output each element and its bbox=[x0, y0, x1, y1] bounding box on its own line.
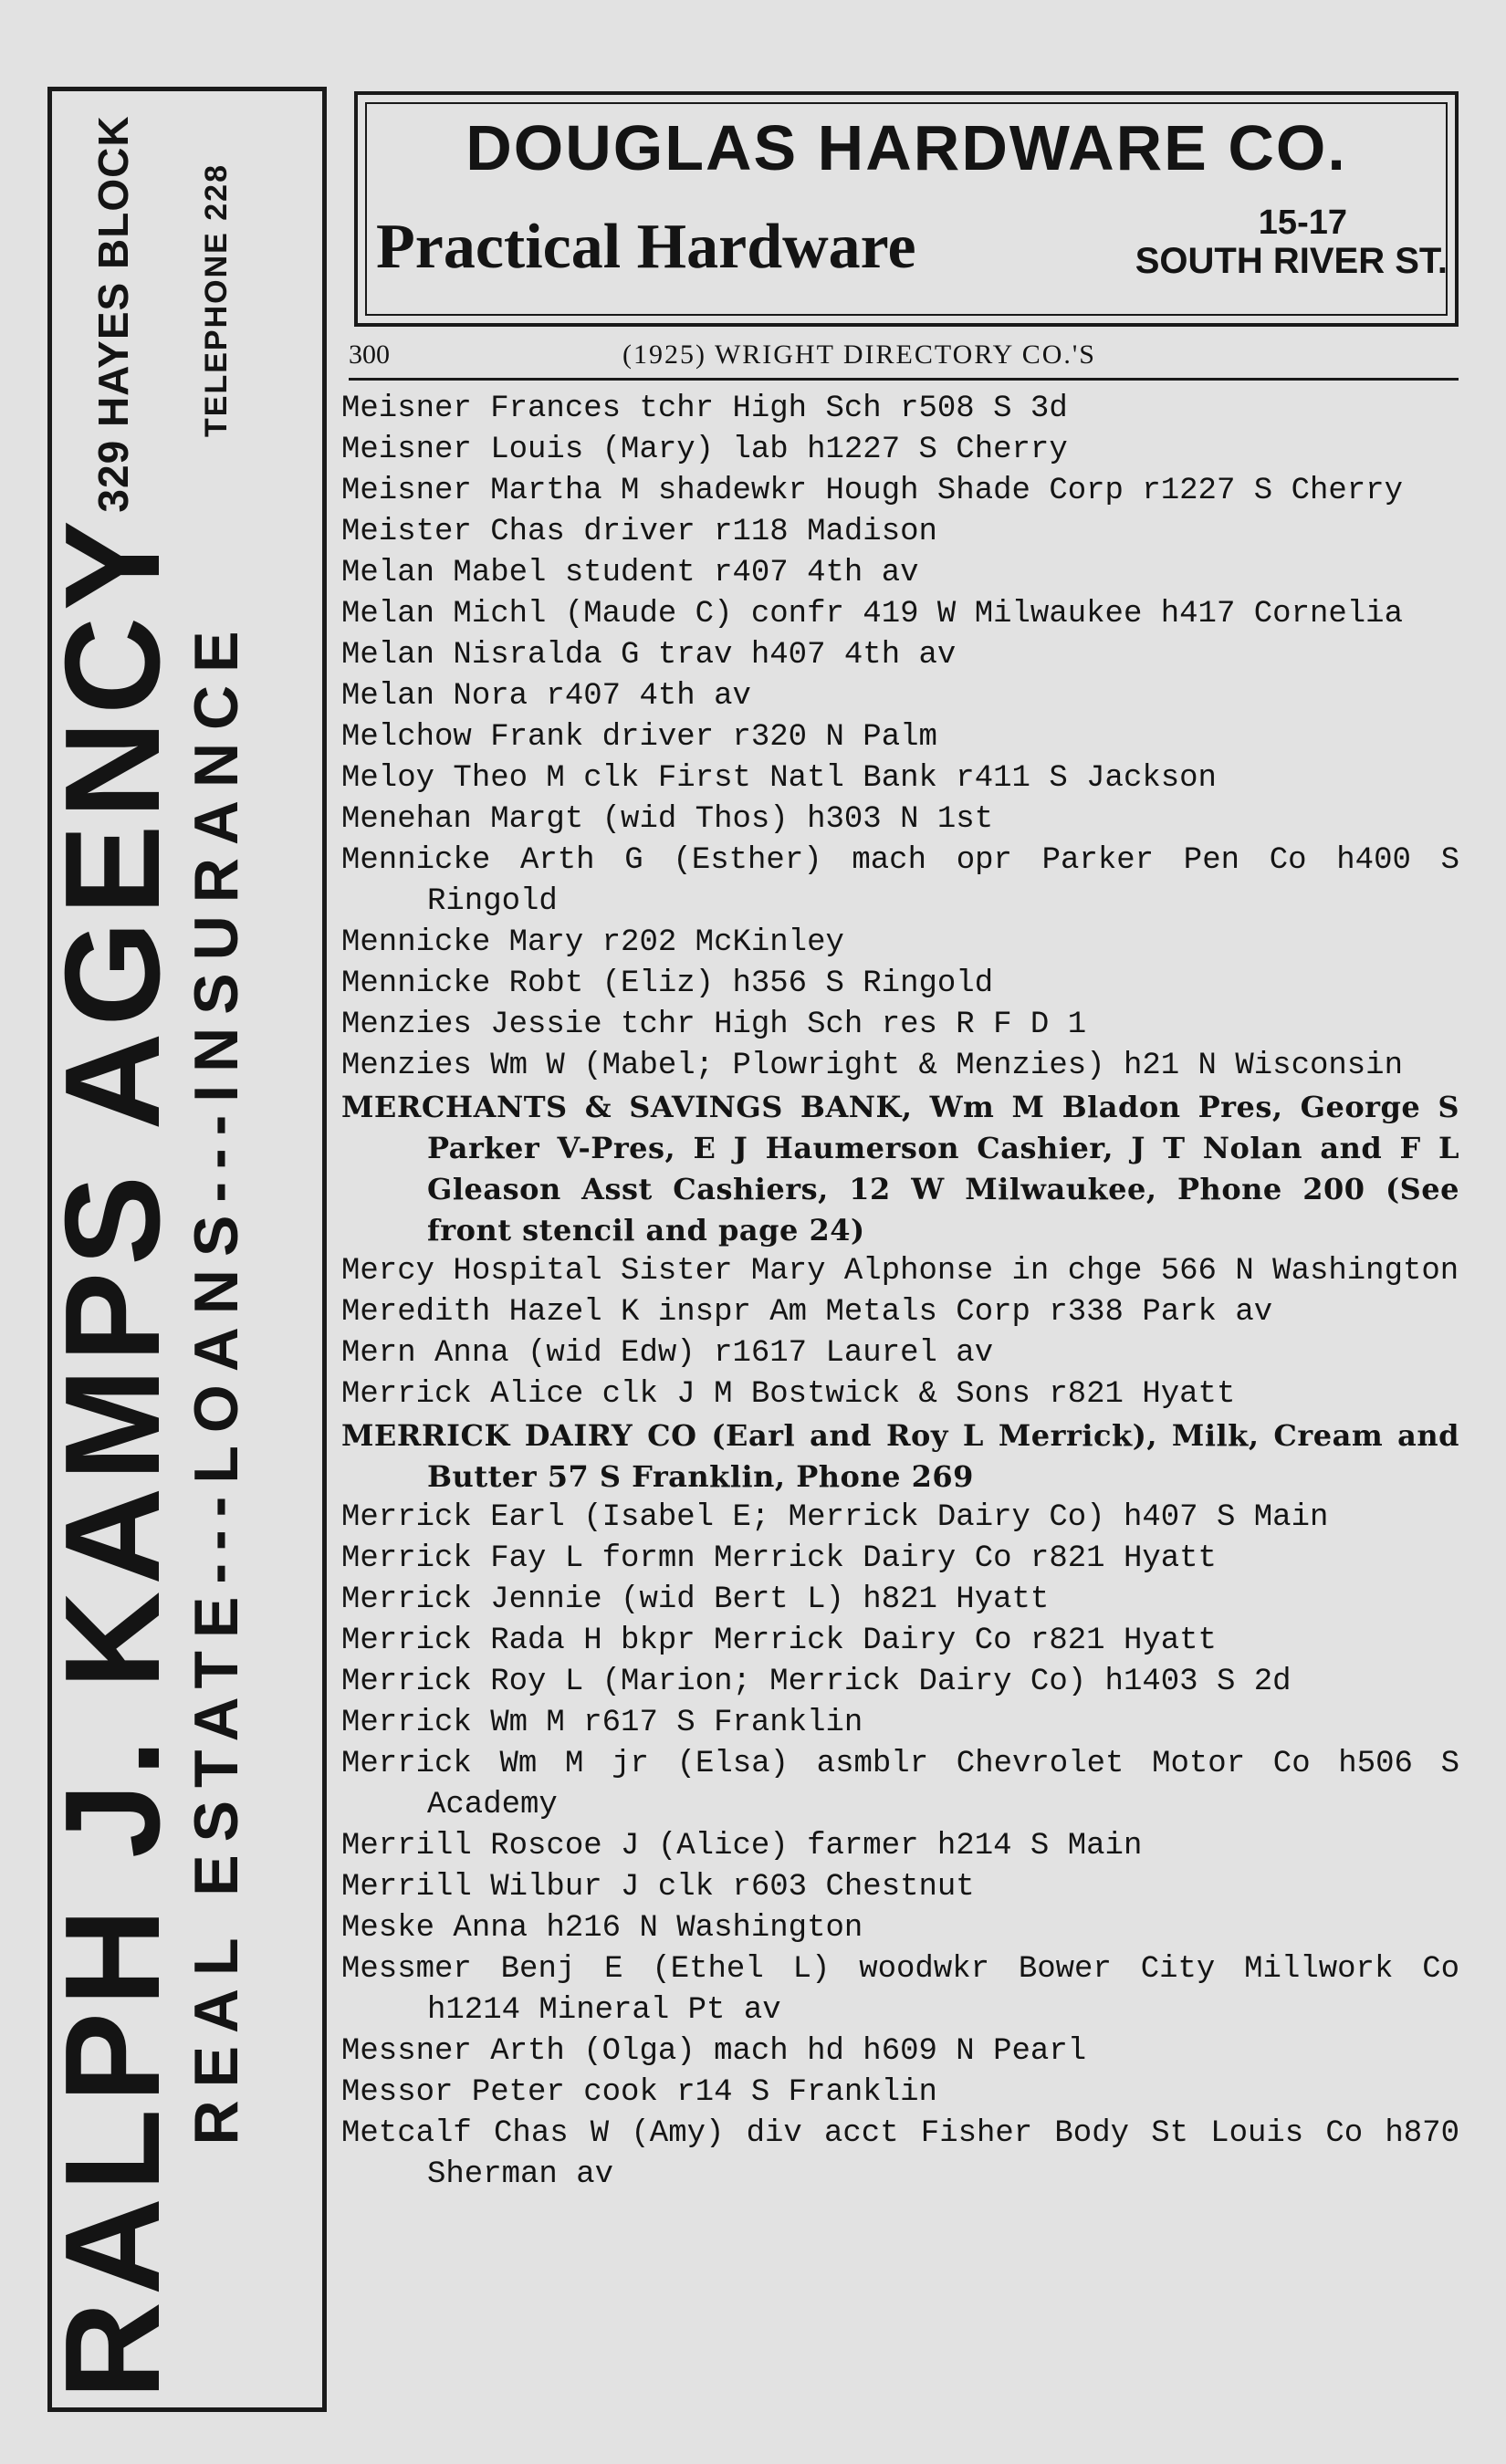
directory-entry: Mennicke Robt (Eliz) h356 S Ringold bbox=[341, 966, 994, 1001]
directory-entry: Menzies Wm W (Mabel; Plowright & Menzies) h21 N Wisconsin bbox=[341, 1049, 1403, 1083]
page-header-title: (1925) WRIGHT DIRECTORY CO.'S bbox=[622, 339, 1096, 370]
running-header bbox=[349, 332, 1459, 381]
agency-address: 329 HAYES BLOCK bbox=[89, 115, 137, 513]
top-advertisement bbox=[354, 91, 1459, 327]
hardware-street-number: 15-17 bbox=[1258, 204, 1347, 242]
directory-entry: Menehan Margt (wid Thos) h303 N 1st bbox=[341, 802, 994, 837]
agency-services: REAL ESTATE---LOANS---INSURANCE bbox=[182, 618, 251, 2146]
directory-entry: Merrick Roy L (Marion; Merrick Dairy Co) h1403 S 2d bbox=[341, 1665, 1292, 1699]
directory-entry: Merrick Jennie (wid Bert L) h821 Hyatt bbox=[341, 1582, 1050, 1617]
directory-entry: Meisner Louis (Mary) lab h1227 S Cherry bbox=[341, 433, 1068, 467]
directory-entry: Meister Chas driver r118 Madison bbox=[341, 515, 937, 549]
directory-entry-business: MERRICK DAIRY CO (Earl and Roy L Merrick), Milk, Cream and Butter 57 S Franklin, Phone 269 bbox=[341, 1418, 1459, 1494]
directory-entry: Menzies Jessie tchr High Sch res R F D 1 bbox=[341, 1008, 1087, 1042]
directory-entry: Melan Michl (Maude C) confr 419 W Milwaukee h417 Cornelia bbox=[341, 597, 1403, 632]
directory-entry: Merrick Wm M r617 S Franklin bbox=[341, 1706, 863, 1740]
directory-entry: Merrick Wm M jr (Elsa) asmblr Chevrolet Motor Co h506 S Academy bbox=[341, 1747, 1459, 1822]
page-number: 300 bbox=[349, 339, 390, 370]
directory-entry: Meske Anna h216 N Washington bbox=[341, 1911, 863, 1946]
directory-entry: Melan Nora r407 4th av bbox=[341, 679, 751, 714]
side-advertisement-content bbox=[37, 99, 319, 2399]
directory-entry: Merrick Earl (Isabel E; Merrick Dairy Co) h407 S Main bbox=[341, 1500, 1329, 1535]
directory-entry: Melchow Frank driver r320 N Palm bbox=[341, 720, 937, 755]
directory-entry: Messmer Benj E (Ethel L) woodwkr Bower City Millwork Co h1214 Mineral Pt av bbox=[341, 1952, 1459, 2028]
directory-entry: Mern Anna (wid Edw) r1617 Laurel av bbox=[341, 1336, 994, 1371]
agency-name: RALPH J. KAMPS AGENCY bbox=[37, 514, 188, 2399]
directory-entry: Merrick Fay L formn Merrick Dairy Co r821 Hyatt bbox=[341, 1541, 1217, 1576]
directory-entry: Metcalf Chas W (Amy) div acct Fisher Body St Louis Co h870 Sherman av bbox=[341, 2116, 1459, 2192]
hardware-street: SOUTH RIVER ST. bbox=[1135, 241, 1448, 281]
directory-listings bbox=[341, 389, 1459, 2196]
hardware-slogan: Practical Hardware bbox=[376, 212, 916, 282]
side-ad-row-main bbox=[37, 99, 188, 2399]
directory-entry: Meisner Martha M shadewkr Hough Shade Corp r1227 S Cherry bbox=[341, 474, 1403, 508]
directory-entry: Merrill Roscoe J (Alice) farmer h214 S Main bbox=[341, 1829, 1143, 1864]
directory-entry: Meisner Frances tchr High Sch r508 S 3d bbox=[341, 392, 1068, 426]
directory-entry: Melan Mabel student r407 4th av bbox=[341, 556, 919, 590]
directory-entry: Merrick Rada H bkpr Merrick Dairy Co r821 Hyatt bbox=[341, 1624, 1217, 1658]
directory-entry: Messor Peter cook r14 S Franklin bbox=[341, 2075, 937, 2110]
side-advertisement bbox=[37, 87, 327, 2412]
directory-entry: Meloy Theo M clk First Natl Bank r411 S Jackson bbox=[341, 761, 1217, 796]
directory-entry: Mennicke Arth G (Esther) mach opr Parker Pen Co h400 S Ringold bbox=[341, 843, 1459, 919]
directory-entry: Messner Arth (Olga) mach hd h609 N Pearl bbox=[341, 2034, 1087, 2069]
directory-entry-business: MERCHANTS & SAVINGS BANK, Wm M Bladon Pres, George S Parker V-Pres, E J Haumerson Cashier, J T Nolan and F L Gleason Asst Cashiers, 12 W Milwaukee, Phone 200 (See front stencil and page 24) bbox=[341, 1090, 1459, 1248]
directory-entry: Meredith Hazel K inspr Am Metals Corp r338 Park av bbox=[341, 1295, 1273, 1330]
directory-entry: Mennicke Mary r202 McKinley bbox=[341, 925, 844, 960]
directory-entry: Melan Nisralda G trav h407 4th av bbox=[341, 638, 957, 673]
side-ad-row-secondary bbox=[175, 99, 257, 2399]
agency-telephone: TELEPHONE 228 bbox=[199, 163, 234, 437]
hardware-company-name: DOUGLAS HARDWARE CO. bbox=[465, 112, 1347, 183]
directory-entry: Mercy Hospital Sister Mary Alphonse in chge 566 N Washington bbox=[341, 1254, 1459, 1289]
directory-entry: Merrick Alice clk J M Bostwick & Sons r821 Hyatt bbox=[341, 1377, 1236, 1412]
directory-entry: Merrill Wilbur J clk r603 Chestnut bbox=[341, 1870, 975, 1905]
